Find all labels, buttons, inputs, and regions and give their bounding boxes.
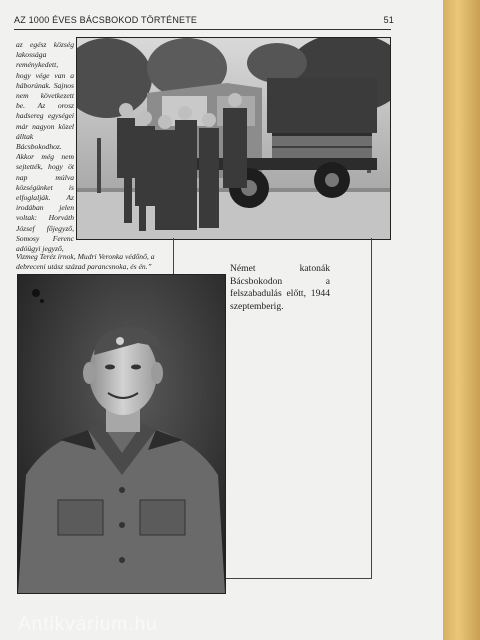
page-edge bbox=[443, 0, 480, 640]
header-rule bbox=[14, 29, 391, 30]
page-number: 51 bbox=[383, 15, 394, 25]
body-text-continuation: Vizmeg Teréz írnok, Mudri Veronka védőnő, a debreceni utász század parancsnoka, és én.” bbox=[16, 252, 155, 272]
photo-soldier-portrait bbox=[17, 274, 226, 594]
book-title: AZ 1000 ÉVES BÁCSBOKOD TÖRTÉNETE bbox=[14, 15, 198, 25]
photo-soldiers-with-truck bbox=[76, 37, 391, 240]
running-header bbox=[14, 15, 394, 29]
body-text-column: az egész község lakossága reménykedett, hogy vége van a háborúnak. Sajnos nem következett be. Az orosz hadsereg egységei már nagyon közel álltak Bácsbokodhoz. Akkor még nem sejtették, hogy öt nap múlva községünket is elfoglalják. Az irodában jelen voltak: Horváth József főjegyző, Somosy Ferenc adóügyi jegyző, bbox=[16, 40, 74, 254]
photo-caption: Német katonák Bácsbokodon a felszabadulás előtt, 1944 szeptemberig. bbox=[230, 263, 330, 312]
watermark: Antikvárium.hu bbox=[18, 614, 158, 635]
